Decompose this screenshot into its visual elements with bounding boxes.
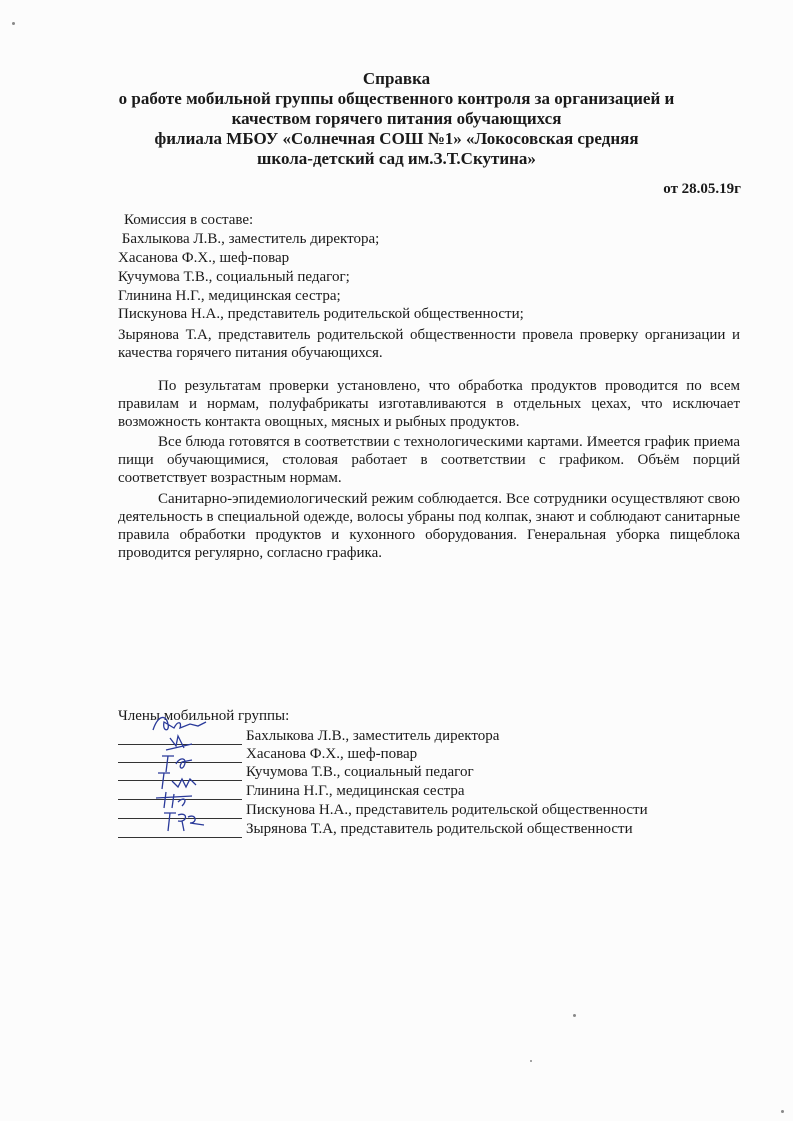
findings-paragraph-1: По результатам проверки установлено, что обработка продуктов проводится по всем правилам и нормам, полуфабрикаты изготавливаются в отдельных цехах, что исключает возможность контакта овощных, мясных и рыбных продуктов. [118, 378, 740, 430]
commission-member: Бахлыкова Л.В., заместитель директора; [118, 231, 380, 247]
title-line-4: школа-детский сад им.З.Т.Скутина» [257, 149, 536, 168]
title-line-1: о работе мобильной группы общественного контроля за организацией и [118, 89, 675, 108]
commission-member: Хасанова Ф.Х., шеф-повар [118, 250, 290, 266]
scan-speck [573, 1014, 576, 1017]
signatory-name: Зырянова Т.А, представитель родительской общественности [246, 821, 633, 837]
commission-last-member: Зырянова Т.А, представитель родительской общественности провела проверку организации и качества горячего питания обучающихся. [118, 327, 740, 361]
document-title: Справка [362, 69, 431, 88]
signatory-name: Бахлыкова Л.В., заместитель директора [246, 728, 500, 744]
scan-speck [12, 22, 15, 25]
commission-heading: Комиссия в составе: [124, 212, 254, 228]
signature-row [118, 820, 633, 838]
signatory-name: Глинина Н.Г., медицинская сестра [246, 783, 465, 799]
commission-member: Пискунова Н.А., представитель родительской общественности; [118, 306, 524, 322]
signature-line [118, 819, 242, 838]
signatory-name: Кучумова Т.В., социальный педагог [246, 764, 474, 780]
signatory-name: Хасанова Ф.Х., шеф-повар [246, 746, 418, 762]
title-line-2: качеством горячего питания обучающихся [231, 109, 562, 128]
title-line-3: филиала МБОУ «Солнечная СОШ №1» «Локосовская средняя [154, 129, 639, 148]
handwritten-signature-icon [148, 803, 218, 833]
findings-paragraph-3: Санитарно-эпидемиологический режим соблюдается. Все сотрудники осуществляют свою деятельность в специальной одежде, волосы убраны под колпак, знают и соблюдают санитарные правила обработки продуктов и кухонного оборудования. Генеральная уборка пищеблока проводится регулярно, согласно графика. [118, 491, 740, 561]
signatures-heading: Члены мобильной группы: [118, 708, 290, 724]
commission-member: Кучумова Т.В., социальный педагог; [118, 269, 350, 285]
scan-speck [781, 1110, 784, 1113]
commission-member: Глинина Н.Г., медицинская сестра; [118, 288, 341, 304]
scan-speck [530, 1060, 532, 1062]
findings-paragraph-2: Все блюда готовятся в соответствии с технологическими картами. Имеется график приема пищи обучающимися, столовая работает в соответствии с графиком. Объём порций соответствует возрастным нормам. [118, 434, 740, 486]
document-date: от 28.05.19г [663, 181, 741, 197]
signatory-name: Пискунова Н.А., представитель родительской общественности [246, 802, 648, 818]
